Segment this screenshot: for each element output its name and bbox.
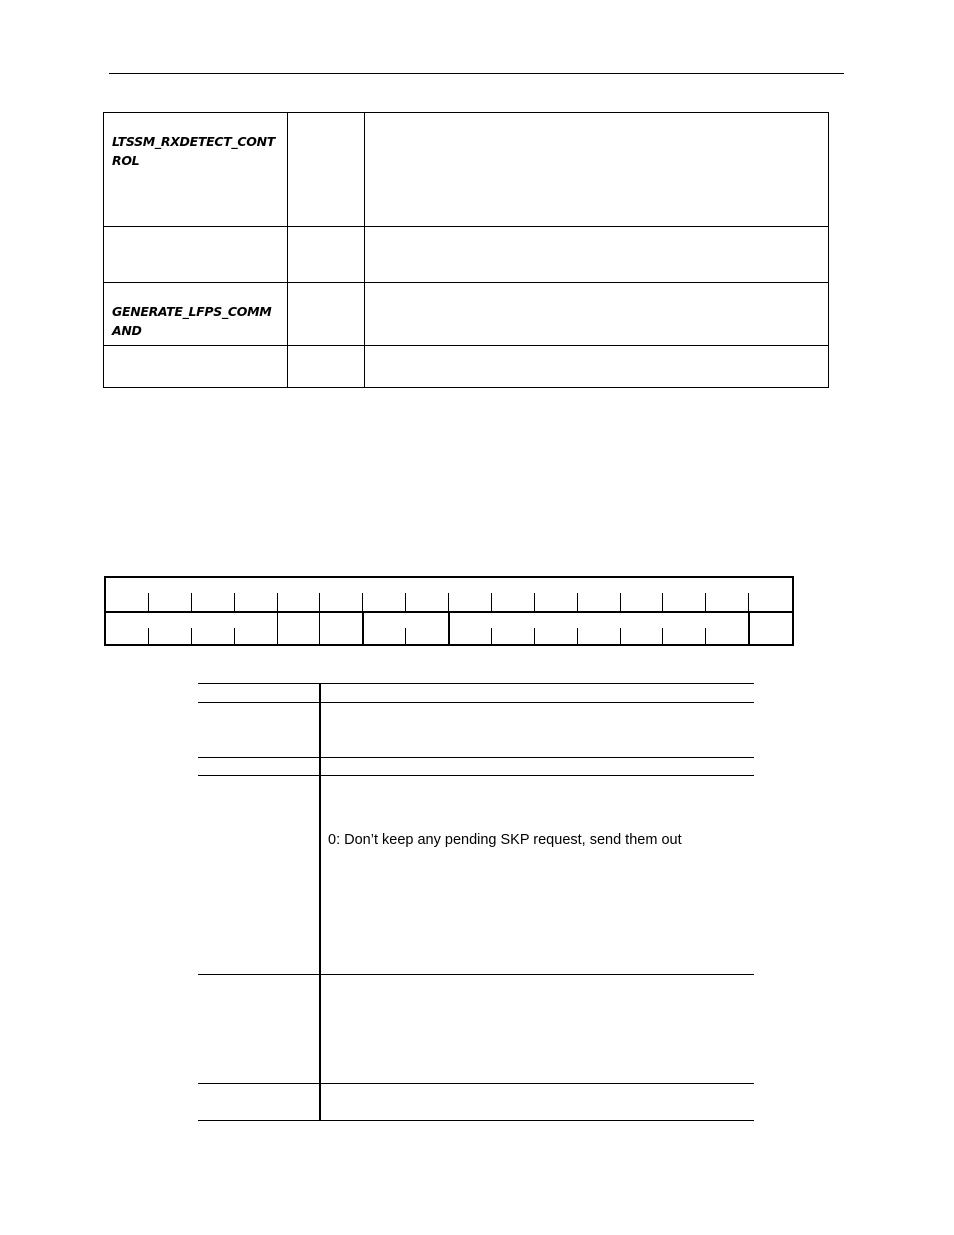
table-row xyxy=(104,346,829,388)
field-name-cell xyxy=(104,113,288,227)
bit-tick xyxy=(405,628,406,646)
bit-tick xyxy=(277,613,278,646)
bit-tick xyxy=(577,628,578,646)
skp-request-description: 0: Don’t keep any pending SKP request, send them out xyxy=(328,832,682,848)
field-description-table xyxy=(198,683,754,1121)
bit-tick xyxy=(277,593,278,611)
bit-tick xyxy=(148,593,149,611)
bit-tick xyxy=(448,613,450,646)
bit-tick xyxy=(448,593,449,611)
bit-tick xyxy=(705,628,706,646)
bit-tick xyxy=(534,593,535,611)
field-name-cell xyxy=(104,283,288,346)
bit-tick xyxy=(491,593,492,611)
bit-tick xyxy=(577,593,578,611)
table-row-border xyxy=(198,1120,754,1121)
table-row xyxy=(104,227,829,283)
field-description-cell xyxy=(365,113,829,227)
table-row xyxy=(104,283,829,346)
field-description-cell xyxy=(365,227,829,283)
page-header-rule xyxy=(109,73,844,74)
bit-tick xyxy=(620,593,621,611)
bit-tick xyxy=(191,593,192,611)
bit-tick xyxy=(748,593,749,611)
bit-tick xyxy=(405,593,406,611)
table-row-border xyxy=(198,1083,754,1084)
field-name xyxy=(104,346,287,365)
bit-tick xyxy=(362,613,364,646)
table-row-border xyxy=(198,683,754,684)
bit-tick xyxy=(748,613,750,646)
field-bits-cell xyxy=(288,227,365,283)
table-row-border xyxy=(198,974,754,975)
table-row-border xyxy=(198,775,754,776)
bit-tick xyxy=(148,628,149,646)
bit-tick xyxy=(319,613,320,646)
field-name: LTSSM_RXDETECT_CONTROL xyxy=(112,134,275,168)
bit-tick xyxy=(362,593,363,611)
table-row-border xyxy=(198,757,754,758)
bit-tick xyxy=(191,628,192,646)
field-bits-cell xyxy=(288,346,365,388)
table-column-divider xyxy=(319,683,321,1120)
field-name-cell xyxy=(104,346,288,388)
field-name xyxy=(104,227,287,246)
bit-tick xyxy=(534,628,535,646)
field-description-cell xyxy=(365,346,829,388)
bit-tick xyxy=(234,628,235,646)
register-bit-diagram xyxy=(104,576,794,646)
bit-tick xyxy=(662,593,663,611)
table-row xyxy=(104,113,829,227)
bit-tick xyxy=(620,628,621,646)
bit-tick xyxy=(705,593,706,611)
register-field-table xyxy=(103,112,829,388)
bit-tick xyxy=(234,593,235,611)
bit-tick xyxy=(319,593,320,611)
field-name: GENERATE_LFPS_COMMAND xyxy=(112,304,272,338)
bit-tick xyxy=(662,628,663,646)
field-bits-cell xyxy=(288,113,365,227)
bit-tick xyxy=(491,628,492,646)
table-row-border xyxy=(198,702,754,703)
field-bits-cell xyxy=(288,283,365,346)
field-description-cell xyxy=(365,283,829,346)
field-name-cell xyxy=(104,227,288,283)
